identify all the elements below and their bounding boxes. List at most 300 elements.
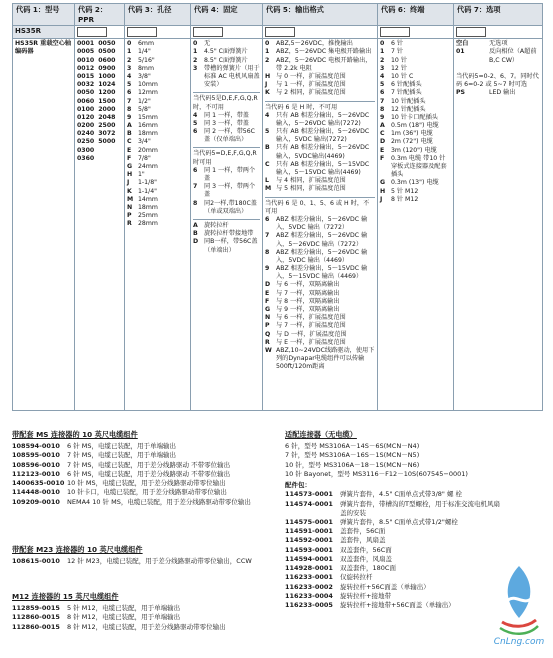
item-code: PS xyxy=(456,89,465,97)
fix-list-b xyxy=(193,112,260,145)
option-cell xyxy=(454,39,543,411)
item-code: 5 xyxy=(127,81,132,89)
fix-list-a xyxy=(193,40,260,89)
output-note1: 当代码 6 是 H 时，不可用 xyxy=(265,101,375,112)
ppr-value: 0250 xyxy=(77,138,95,146)
part-number: 116233-0001 xyxy=(285,573,333,582)
model-code: HS35R xyxy=(13,26,75,39)
item-code: 6 xyxy=(193,166,198,174)
ms-connector-section xyxy=(12,430,290,507)
content-row xyxy=(13,39,543,411)
item-desc: 8mm xyxy=(138,64,154,72)
item-code: 0 xyxy=(265,40,270,48)
table-row xyxy=(285,555,500,564)
item-desc: 反向相位（A超前B,C CW） xyxy=(489,48,537,64)
table-row xyxy=(285,564,500,573)
item-desc: 与 6 一样，扩展温度范围 xyxy=(276,314,346,322)
item-desc: 1/2" xyxy=(138,97,151,105)
ppr-value: 0050 xyxy=(98,40,116,48)
item-desc: 7 针 xyxy=(391,48,404,56)
item-code: J xyxy=(380,195,383,203)
item-desc: 同 2 一样，带56C盖（仅单端出） xyxy=(204,128,256,144)
list-item xyxy=(127,65,188,73)
item-code: 5 xyxy=(193,119,198,127)
item-code: B xyxy=(265,144,270,152)
list-item xyxy=(127,81,188,89)
order-code-table xyxy=(12,3,543,411)
list-item xyxy=(127,171,188,179)
item-desc: 与 1 一样，扩展温度范围 xyxy=(276,81,346,89)
item-desc: 7/8" xyxy=(138,154,151,162)
ppr-value: 0100 xyxy=(77,105,95,113)
part-number: 112860-0015 xyxy=(12,613,60,622)
item-desc: 与 9 一样，双隔离输出 xyxy=(276,306,340,313)
list-item xyxy=(265,73,375,81)
option-note: 当代码5=0-2、6、7。同时代码 6=0-2 或 5~7 时可选 xyxy=(456,72,539,88)
item-desc: 与 0 一样，扩展温度范围 xyxy=(276,72,346,80)
list-item xyxy=(265,281,375,289)
ppr-value: 0005 xyxy=(77,48,95,56)
item-desc: ABZ，5～26VDC 电极开路输出，带 2.2k 电阻 xyxy=(276,56,372,72)
part-number: 114592-0001 xyxy=(285,536,333,545)
item-code: M xyxy=(265,185,272,193)
list-item xyxy=(265,144,375,160)
item-desc: 与 5 相同，扩展温度范围 xyxy=(276,185,346,193)
table-row xyxy=(285,518,500,527)
part-description: 弹簧片套件，带槽沟的T型螺栓，用于标准交流电机风扇盖的安装 xyxy=(340,499,500,517)
list-item xyxy=(265,265,375,281)
item-code: B xyxy=(193,230,198,238)
item-code: G xyxy=(380,179,386,187)
item-desc: 10 针 xyxy=(391,56,408,64)
item-desc: 1-1/4" xyxy=(138,187,157,195)
item-desc: 1-1/8" xyxy=(138,179,157,187)
item-code: C xyxy=(380,130,385,138)
item-code: M xyxy=(127,195,134,203)
list-item xyxy=(380,73,451,81)
ppr-value: 5000 xyxy=(98,138,116,146)
header-code5: 代码 5：输出格式 xyxy=(263,4,378,26)
item-desc: 同 3 一样，带盖 xyxy=(204,119,249,127)
item-code: A xyxy=(193,221,198,229)
item-desc: 2m (72") 电缆 xyxy=(391,138,433,146)
list-item xyxy=(265,339,375,347)
item-desc: ABZ 相差分输出，5～26VDC 输入，5VDC 输出（7272） xyxy=(276,215,368,232)
ppr-value: 0032 xyxy=(77,81,95,89)
item-desc: 与 7 一样，扩展温度范围 xyxy=(276,322,346,330)
list-item xyxy=(127,163,188,171)
item-code: 3 xyxy=(193,64,198,72)
item-desc: 与 E 一样，扩展温度范围 xyxy=(276,338,346,346)
part-number: 116233-0004 xyxy=(285,591,333,600)
item-code: 8 xyxy=(380,105,385,113)
header-row xyxy=(13,4,543,26)
list-item xyxy=(127,73,188,81)
part-number: 114448-0010 xyxy=(12,488,60,497)
select-ppr[interactable] xyxy=(75,26,125,39)
table-row xyxy=(12,498,290,507)
item-code: 2 xyxy=(380,56,385,64)
terminal-list xyxy=(380,40,451,204)
list-item xyxy=(127,40,188,48)
item-desc: ABZ 相差分输出，5～26VDC 输入，5VDC 输出（4469） xyxy=(276,248,368,264)
item-code: 6 xyxy=(193,128,198,136)
ppr-value: 0500 xyxy=(98,48,116,56)
item-desc: 旋转拉杆 xyxy=(204,221,229,229)
ppr-value: 0012 xyxy=(77,64,95,72)
part-description: 6 针 MS，电缆已装配，用于差分线路驱动 不带零位输出 xyxy=(67,469,231,478)
list-item xyxy=(127,138,188,146)
item-desc: 同B一样，带56C盖（单端出） xyxy=(204,238,258,254)
select-terminal[interactable] xyxy=(378,26,454,39)
item-desc: 12 针配插头 xyxy=(391,105,426,113)
list-item xyxy=(127,48,188,56)
part-description: 盖套件，风扇盖 xyxy=(340,536,386,545)
item-code: H xyxy=(127,171,133,179)
item-code: 5 xyxy=(265,128,270,136)
item-code: D xyxy=(193,238,199,246)
item-code: E xyxy=(265,289,270,297)
part-description: 8 针 M12，电缆已装配，用于差分线路驱动带零位输出 xyxy=(67,622,226,631)
item-code: F xyxy=(127,154,132,162)
part-description: 双盖套件，风扇盖 xyxy=(340,554,392,563)
list-item xyxy=(265,48,375,56)
table-row xyxy=(285,500,500,518)
table-row xyxy=(12,488,290,497)
list-item xyxy=(127,204,188,212)
table-row xyxy=(12,461,290,470)
list-item xyxy=(127,220,188,228)
mating-line: 10 针 Bayonet，型号 MS3116－F12－10S(607545−0001) xyxy=(285,469,468,478)
item-desc: 15mm xyxy=(138,113,158,121)
list-item xyxy=(127,147,188,155)
item-code: R xyxy=(127,220,132,228)
bore-cell xyxy=(125,39,191,411)
table-row xyxy=(285,601,500,610)
list-item xyxy=(380,188,451,196)
list-item xyxy=(127,114,188,122)
item-desc: 6mm xyxy=(138,40,154,48)
fix-cell xyxy=(191,39,263,411)
m12-section xyxy=(12,592,290,632)
ppr-value: 2048 xyxy=(98,113,116,121)
ms-connector-title: 带配套 MS 连接器的 10 英尺电缆组件 xyxy=(12,430,138,439)
part-number: 108595-0010 xyxy=(12,451,60,460)
list-item xyxy=(380,138,451,146)
item-code: 空白 xyxy=(456,40,469,48)
table-row xyxy=(12,623,290,632)
m12-list xyxy=(12,604,290,632)
table-row xyxy=(285,583,500,592)
ppr-value: 0015 xyxy=(77,72,95,80)
part-number: 108596-0010 xyxy=(12,460,60,469)
item-desc: 同 1 一样，带两个盖 xyxy=(204,166,256,182)
item-desc: ABZ,5～26VDC，推挽输出 xyxy=(276,40,353,48)
mating-list xyxy=(285,442,500,479)
ppr-value: 1024 xyxy=(98,81,116,89)
item-desc: 8 针 M12 xyxy=(391,195,419,203)
item-desc: 与 D 一样，扩展温度范围 xyxy=(276,330,347,338)
item-desc: 1m (36") 电缆 xyxy=(391,130,433,138)
output-list-a xyxy=(265,40,375,97)
list-item xyxy=(380,65,451,73)
list-item xyxy=(193,183,260,199)
list-item xyxy=(127,188,188,196)
output-cell xyxy=(263,39,378,411)
list-item xyxy=(193,128,260,144)
item-code: 5 xyxy=(380,81,385,89)
list-item xyxy=(265,306,375,314)
list-item xyxy=(193,112,260,120)
model-cell xyxy=(13,39,75,411)
mating-section xyxy=(285,430,500,610)
ppr-box[interactable] xyxy=(77,27,107,37)
part-description: 盖套件，56C面 xyxy=(340,527,386,536)
item-code: F xyxy=(380,154,385,162)
list-item xyxy=(265,331,375,339)
item-code: K xyxy=(127,187,132,195)
list-item xyxy=(265,57,375,73)
item-code: P xyxy=(265,322,270,330)
item-code: J xyxy=(265,81,268,89)
item-desc: 同 1 一样，带盖 xyxy=(204,111,249,119)
item-desc: 6 针配插头 xyxy=(391,81,422,89)
item-code: 1 xyxy=(127,48,132,56)
fix-box[interactable] xyxy=(193,27,223,37)
part-number: 114928-0001 xyxy=(285,564,333,573)
item-desc: 18mm xyxy=(138,203,158,211)
item-desc: 3m (120") 电缆 xyxy=(391,146,437,154)
item-desc: 只有 AB 相差分输出，5～26VDC输入，5VDC输出(4469) xyxy=(276,144,370,160)
fix-note2: 当代码5=D,E,F,G,Q,R时可用 xyxy=(193,147,260,166)
terminal-cell xyxy=(378,39,454,411)
item-code: J xyxy=(127,179,130,187)
part-description: 仅旋转拉杆 xyxy=(340,573,373,582)
part-description: 弹簧片套件，4.5" C面单点式带3/8" 螺 栓 xyxy=(340,490,463,499)
selection-row xyxy=(13,26,543,39)
item-code: R xyxy=(265,338,270,346)
item-desc: 与 8 一样，双隔离输出 xyxy=(276,297,340,305)
item-desc: 14mm xyxy=(138,195,158,203)
list-item xyxy=(127,155,188,163)
list-item xyxy=(127,122,188,130)
item-desc: 10 针 C xyxy=(391,72,414,80)
item-desc: 12mm xyxy=(138,89,158,97)
select-fix[interactable] xyxy=(191,26,263,39)
list-item xyxy=(265,249,375,265)
part-description: 5 针 M12，电缆已装配，用于单端输出 xyxy=(67,604,181,613)
list-item xyxy=(193,222,260,230)
item-code: 6 xyxy=(127,89,132,97)
kits-list xyxy=(285,490,500,610)
list-item xyxy=(193,200,260,216)
mating-line: 10 针，型号 MS3106A－18－1S(MCN－N6) xyxy=(285,460,420,469)
item-desc: 5/8" xyxy=(138,105,151,113)
item-desc: 8.5" C面弹簧片 xyxy=(204,56,248,64)
item-desc: 10 针配插头 xyxy=(391,97,426,105)
ppr-value: 0001 xyxy=(77,40,95,48)
item-desc: 同2一样,带180C盖（单或双端出） xyxy=(204,199,257,215)
table-row xyxy=(285,592,500,601)
item-code: 0 xyxy=(380,40,385,48)
item-desc: 只有 AB 相差分输出，5～26VDC 输入，5～26VDC 输出(7272) xyxy=(276,111,370,127)
item-desc: 5/16" xyxy=(138,56,155,64)
item-code: 3 xyxy=(380,64,385,72)
item-code: 6 xyxy=(265,215,270,223)
mating-line: 7 针，型号 MS3106A－16S－1S(MCN－N5) xyxy=(285,451,420,460)
list-item xyxy=(193,65,260,90)
ppr-value: 0360 xyxy=(77,154,95,162)
item-code: P xyxy=(127,212,132,220)
ppr-value: 0060 xyxy=(77,97,95,105)
part-description: 10 针卡口，电缆已装配，用于差分线路驱动带零位输出 xyxy=(67,488,227,497)
list-item xyxy=(265,128,375,144)
header-code7: 代码 7：选项 xyxy=(454,4,543,26)
list-item xyxy=(127,212,188,220)
ppr-value: 2000 xyxy=(98,105,116,113)
table-row xyxy=(285,527,500,536)
part-description: 旋转拉杆+接地带+56C面盖（单输出） xyxy=(340,600,455,609)
item-desc: 5 针 M12 xyxy=(391,187,419,195)
list-item xyxy=(193,120,260,128)
ppr-value: 0240 xyxy=(77,130,95,138)
item-code: 7 xyxy=(127,97,132,105)
select-output[interactable] xyxy=(263,26,378,39)
item-code: B xyxy=(127,130,132,138)
ppr-value: 0600 xyxy=(98,56,116,64)
output-box[interactable] xyxy=(265,27,295,37)
item-desc: 6 针 xyxy=(391,40,404,48)
list-item xyxy=(380,98,451,106)
list-item xyxy=(193,48,260,56)
part-number: 1400635-0010 xyxy=(12,479,65,488)
item-code: W xyxy=(265,346,272,354)
m23-section xyxy=(12,545,290,566)
item-desc: 25mm xyxy=(138,212,158,220)
option-list-b xyxy=(456,89,540,97)
fix-note1: 当代码5是D,E,F,G,Q,R 时，不可用 xyxy=(193,92,260,111)
ppr-cell xyxy=(75,39,125,411)
list-item xyxy=(265,298,375,306)
item-code: A xyxy=(380,122,385,130)
item-desc: 与 6 一样，双隔离输出 xyxy=(276,281,340,289)
item-code: L xyxy=(265,177,269,185)
output-list-b xyxy=(265,112,375,194)
ppr-value: 0050 xyxy=(77,89,95,97)
fix-list-d xyxy=(193,219,260,255)
m23-title: 带配套 M23 连接器的 10 英尺电缆组件 xyxy=(12,545,143,554)
part-number: 114591-0001 xyxy=(285,527,333,536)
option-list-a xyxy=(456,40,540,65)
output-note2: 当代码 6 是 0、1、5、6 或 H 时，不可用 xyxy=(265,197,375,216)
item-desc: 与 7 一样，双隔离输出 xyxy=(276,289,340,297)
list-item xyxy=(265,112,375,128)
part-description: 旋转拉杆+56C面盖（单输出） xyxy=(340,582,430,591)
list-item xyxy=(265,322,375,330)
part-description: 7 针 MS，电缆已装配，用于单端输出 xyxy=(67,451,177,460)
part-description: 弹簧片套件，8.5" C面单点式带1/2"螺栓 xyxy=(340,517,458,526)
table-row xyxy=(12,613,290,622)
part-description: 7 针 MS，电缆已装配，用于差分线路驱动 不带零位输出 xyxy=(67,460,231,469)
kits-title: 配件包： xyxy=(285,481,311,490)
table-row xyxy=(285,546,500,555)
table-row xyxy=(285,573,500,582)
item-code: 0 xyxy=(193,40,198,48)
part-number: 112123-0010 xyxy=(12,469,60,478)
item-code: 2 xyxy=(265,56,270,64)
item-code: N xyxy=(127,203,133,211)
list-item xyxy=(127,196,188,204)
item-code: 6 xyxy=(380,89,385,97)
list-item xyxy=(380,147,451,155)
item-code: H xyxy=(265,72,271,80)
list-item xyxy=(127,89,188,97)
item-desc: 3/4" xyxy=(138,138,151,146)
bore-box[interactable] xyxy=(127,27,157,37)
item-code: 9 xyxy=(265,265,270,273)
item-code: G xyxy=(127,163,133,170)
item-desc: ABZ，5～26VDC 集电极开路输出 xyxy=(276,48,372,56)
bore-list xyxy=(127,40,188,228)
item-desc: 28mm xyxy=(138,220,158,228)
item-code: 8 xyxy=(265,248,270,256)
item-desc: 0.3m 电缆 带10 针 穿板式连接器及配套插头 xyxy=(391,154,447,179)
item-desc: 无选项 xyxy=(489,40,508,48)
list-item xyxy=(380,106,451,114)
part-description: 6 针 MS，电缆已装配，用于单端输出 xyxy=(67,442,177,451)
list-item xyxy=(193,238,260,254)
ppr-value: 1000 xyxy=(98,72,116,80)
ppr-value: 0300 xyxy=(77,146,95,154)
item-desc: 同 3 一样，带两个盖 xyxy=(204,183,256,199)
list-item xyxy=(265,161,375,177)
item-desc: 12 针 xyxy=(391,64,408,72)
list-item xyxy=(127,130,188,138)
list-item xyxy=(193,57,260,65)
part-number: 112860-0015 xyxy=(12,622,60,631)
part-number: 114574-0001 xyxy=(285,499,333,508)
list-item xyxy=(380,179,451,187)
item-code: 1 xyxy=(265,48,270,56)
mating-title: 适配连接器（无电缆） xyxy=(285,430,357,439)
item-code: 9 xyxy=(127,113,132,121)
item-code: 2 xyxy=(127,56,132,64)
item-code: D xyxy=(265,281,271,289)
item-desc: 3/8" xyxy=(138,72,151,80)
table-row xyxy=(12,451,290,460)
list-item xyxy=(265,185,375,193)
item-desc: 7 针配插头 xyxy=(391,89,422,97)
fix-list-c xyxy=(193,167,260,216)
item-code: 7 xyxy=(265,232,270,240)
item-code: 2 xyxy=(193,56,198,64)
terminal-box[interactable] xyxy=(380,27,410,37)
select-option[interactable] xyxy=(454,26,543,39)
select-bore[interactable] xyxy=(125,26,191,39)
part-number: 116233-0005 xyxy=(285,600,333,609)
option-box[interactable] xyxy=(456,27,486,37)
item-desc: 与 2 相同，扩展温度范围 xyxy=(276,89,346,97)
part-description: 12 针 M23，电缆已装配，用于差分线路驱动带零位输出，CCW xyxy=(67,557,252,566)
item-desc: 24mm xyxy=(138,163,158,170)
item-desc: 20mm xyxy=(138,146,158,154)
item-code: Q xyxy=(265,330,271,338)
item-code: D xyxy=(380,138,386,146)
list-item xyxy=(456,89,540,97)
part-description: 10 针 MS，电缆已装配，用于差分线路驱动带零位输出 xyxy=(67,479,226,488)
item-code: 8 xyxy=(127,105,132,113)
ppr-value: 0010 xyxy=(77,56,95,64)
